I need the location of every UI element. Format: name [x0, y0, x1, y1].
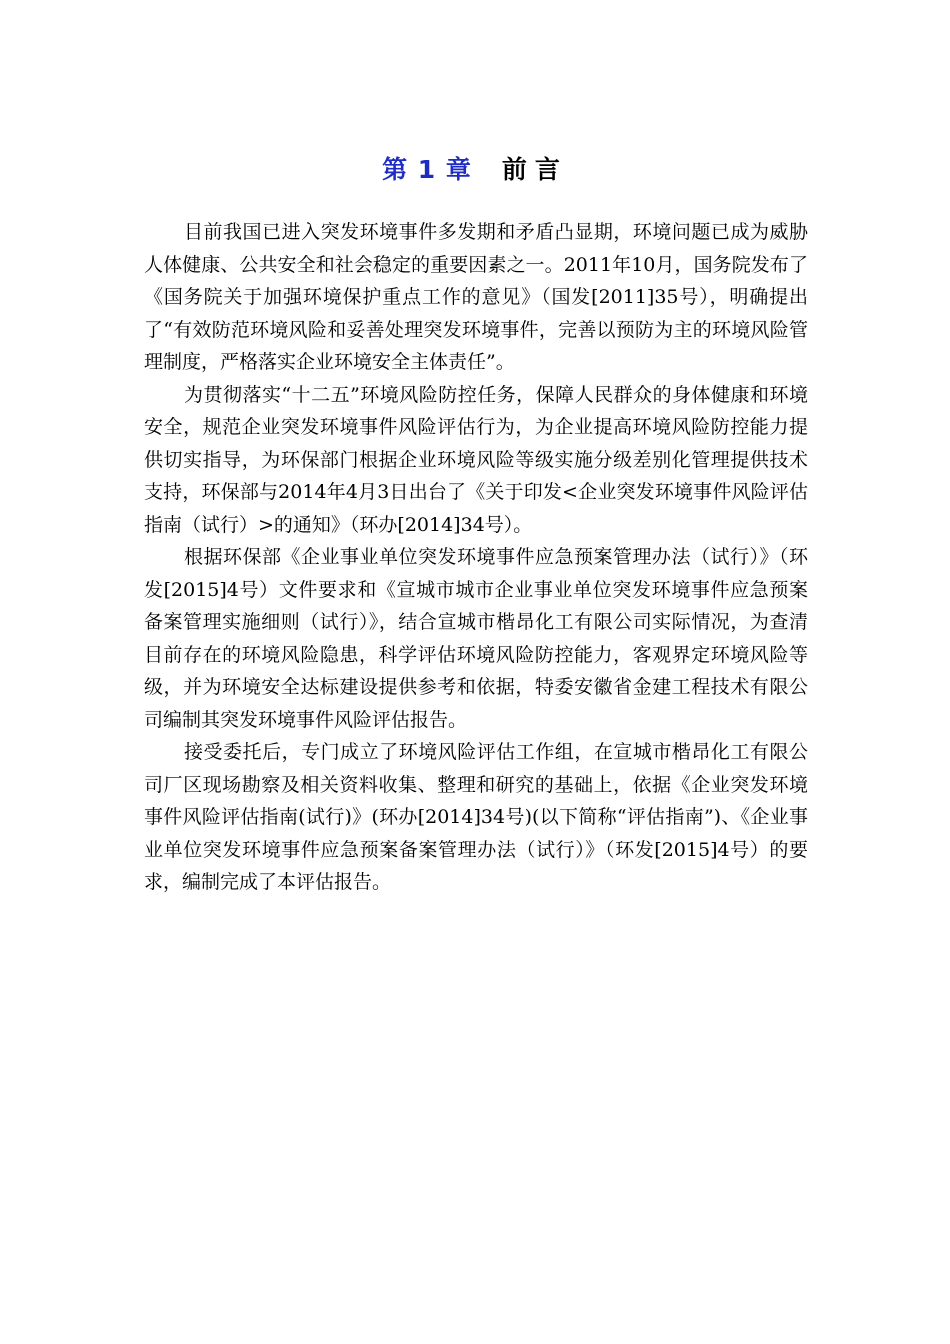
paragraph-2: 为贯彻落实“十二五”环境风险防控任务，保障人民群众的身体健康和环境安全，规范企业突发环境事件风险评估行为，为企业提高环境风险防控能力提供切实指导，为环保部门根据企业环境风险等级实施分级差别化管理提供技术支持，环保部与2014年4月3日出台了《关于印发<企业突发环境事件风险评估指南（试行）>的通知》（环办[2014]34号）。	[144, 383, 808, 536]
paragraph-3: 根据环保部《企业事业单位突发环境事件应急预案管理办法（试行）》（环发[2015]4号）文件要求和《宣城市城市企业事业单位突发环境事件应急预案备案管理实施细则（试行）》，结合宣城市楷昂化工有限公司实际情况，为查清目前存在的环境风险隐患，科学评估环境风险防控能力，客观界定环境风险等级，并为环境安全达标建设提供参考和依据，特委安徽省金建工程技术有限公司编制其突发环境事件风险评估报告。	[144, 546, 808, 731]
paragraph-1: 目前我国已进入突发环境事件多发期和矛盾凸显期，环境问题已成为威胁人体健康、公共安全和社会稳定的重要因素之一。2011年10月，国务院发布了《国务院关于加强环境保护重点工作的意见》（国发[2011]35号），明确提出了“有效防范环境风险和妥善处理突发环境事件，完善以预防为主的环境风险管理制度，严格落实企业环境安全主体责任”。	[144, 221, 808, 373]
chapter-heading	[0, 150, 950, 186]
chapter-title: 前言	[501, 155, 568, 184]
paragraph-4: 接受委托后，专门成立了环境风险评估工作组，在宣城市楷昂化工有限公司厂区现场勘察及相关资料收集、整理和研究的基础上，依据《企业突发环境事件风险评估指南(试行)》(环办[2014]34号)(以下简称“评估指南”)、《企业事业单位突发环境事件应急预案备案管理办法（试行）》（环发[2015]4号）的要求，编制完成了本评估报告。	[144, 741, 808, 893]
body-text	[144, 216, 808, 899]
chapter-number: 第 1 章	[382, 155, 472, 184]
